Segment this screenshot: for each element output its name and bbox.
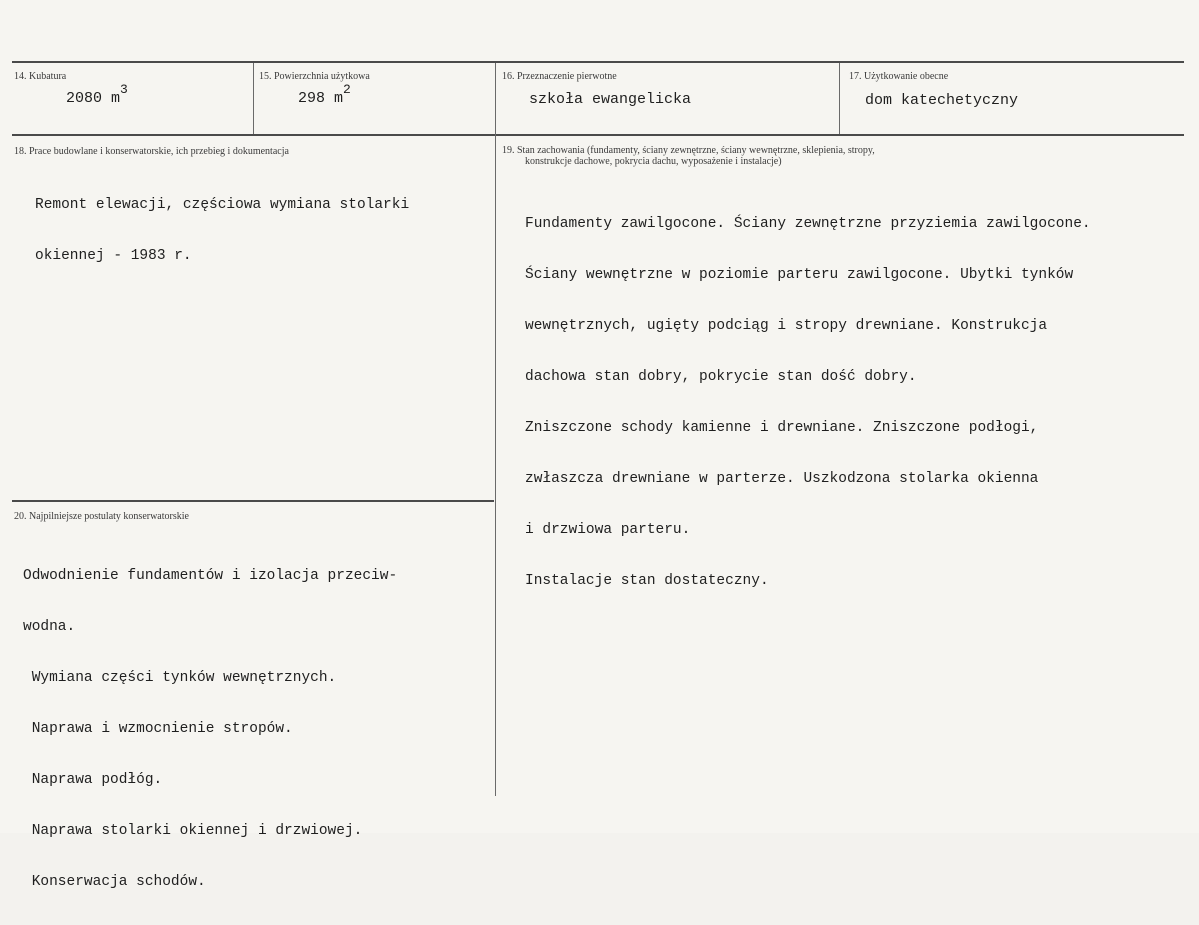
przeznaczenie-label: 16. Przeznaczenie pierwotne [502,71,617,82]
kubatura-exponent: 3 [120,82,128,97]
postulaty-text [23,534,397,925]
stan-zachowania-line: Zniszczone schody kamienne i drewniane. Zniszczone podłogi, [525,420,1039,436]
powierzchnia-exponent: 2 [343,82,351,97]
uzytkowanie-label: 17. Użytkowanie obecne [849,71,949,82]
stan-zachowania-label-cont: konstrukcje dachowe, pokrycia dachu, wyposażenie i instalacje) [525,156,782,167]
powierzchnia-number: 298 m [298,90,344,107]
col-divider-2 [495,63,496,796]
stan-zachowania-line: dachowa stan dobry, pokrycie stan dość dobry. [525,369,917,385]
stan-zachowania-label: 19. Stan zachowania (fundamenty, ściany zewnętrzne, ściany wewnętrzne, sklepienia, stropy, [502,145,875,156]
prace-budowlane-text [35,163,409,299]
przeznaczenie-value: szkoła ewangelicka [529,91,692,108]
postulaty-line: Wymiana części tynków wewnętrznych. [23,670,337,686]
postulaty-line: Naprawa stolarki okiennej i drzwiowej. [23,823,363,839]
prace-budowlane-line: Remont elewacji, częściowa wymiana stolarki [35,197,410,213]
stan-zachowania-line: zwłaszcza drewniane w parterze. Uszkodzona stolarka okienna [525,471,1039,487]
stan-zachowania-line: Instalacje stan dostateczny. [525,573,769,589]
postulaty-line: wodna. [23,619,76,635]
col-divider-1 [253,63,254,134]
kubatura-number: 2080 m [66,90,121,107]
kubatura-label: 14. Kubatura [14,71,67,82]
kubatura-value [66,82,128,107]
stan-zachowania-line: i drzwiowa parteru. [525,522,691,538]
row-divider-rule [12,134,1184,136]
section-20-rule [12,500,494,502]
prace-budowlane-line: okiennej - 1983 r. [35,248,192,264]
postulaty-line: Konserwacja schodów. [23,874,206,890]
postulaty-line: Naprawa i wzmocnienie stropów. [23,721,293,737]
stan-zachowania-line: Fundamenty zawilgocone. Ściany zewnętrzne przyziemia zawilgocone. [525,216,1091,232]
stan-zachowania-line: Ściany wewnętrzne w poziomie parteru zawilgocone. Ubytki tynków [525,267,1074,283]
top-rule [12,61,1184,63]
powierzchnia-value [298,82,351,107]
postulaty-line: Naprawa podłóg. [23,772,163,788]
prace-budowlane-label: 18. Prace budowlane i konserwatorskie, ich przebieg i dokumentacja [14,146,289,157]
uzytkowanie-value: dom katechetyczny [865,92,1019,109]
stan-zachowania-text [525,182,1091,624]
powierzchnia-label: 15. Powierzchnia użytkowa [259,71,370,82]
col-divider-3 [839,63,840,134]
postulaty-label: 20. Najpilniejsze postulaty konserwatorskie [14,511,189,522]
postulaty-line: Odwodnienie fundamentów i izolacja przeciw- [23,568,398,584]
stan-zachowania-line: wewnętrznych, ugięty podciąg i stropy drewniane. Konstrukcja [525,318,1048,334]
